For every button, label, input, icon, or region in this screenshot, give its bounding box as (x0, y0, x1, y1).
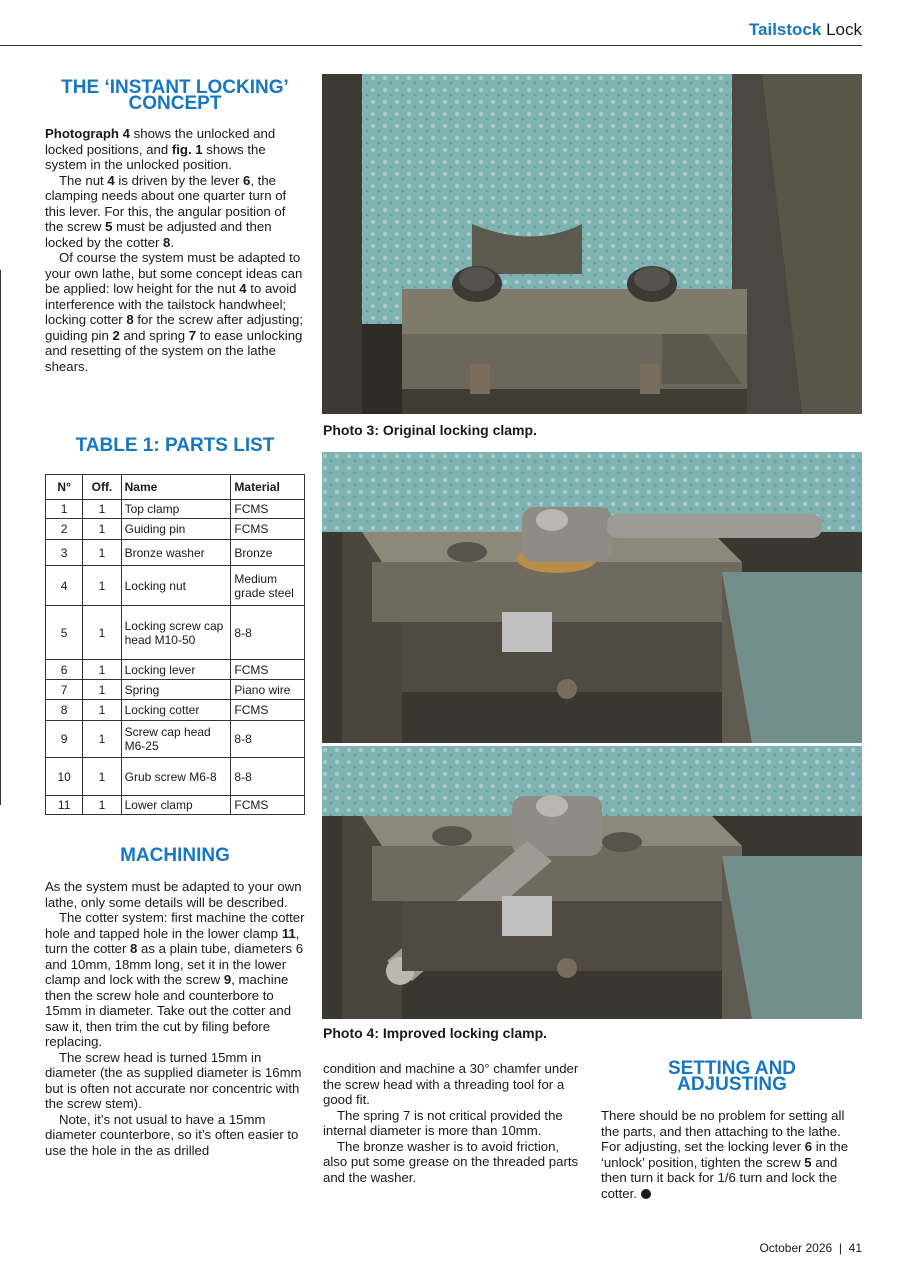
table-row: 1 1 Top clamp FCMS (46, 500, 305, 519)
table-row: 4 1 Locking nut Medium grade steel (46, 566, 305, 606)
table-row: 6 1 Locking lever FCMS (46, 660, 305, 680)
table-row: 2 1 Guiding pin FCMS (46, 519, 305, 540)
margin-rule (0, 270, 1, 805)
header-rule (0, 45, 862, 46)
middle-paragraph-2: The spring 7 is not critical provided the internal diameter is more than 10mm. (323, 1107, 563, 1138)
table-row: 5 1 Locking screw cap head M10-50 8-8 (46, 606, 305, 660)
table-title: TABLE 1: PARTS LIST (75, 435, 275, 456)
machining-paragraph-4: Note, it’s not usual to have a 15mm diameter counterbore, so it’s often easier to use the hole in the as drilled (45, 1111, 299, 1158)
setting-column (601, 1058, 863, 1201)
header-bold: Tailstock (748, 20, 822, 39)
col-header-no: N° (46, 475, 83, 500)
machining-paragraph-3: The screw head is turned 15mm in diameter (the as supplied diameter is 16mm but is often not accurate nor concentric with the screw stem). (45, 1049, 302, 1111)
table-row: 11 1 Lower clamp FCMS (46, 796, 305, 815)
col-header-off: Off. (83, 475, 121, 500)
middle-paragraph-1: condition and machine a 30° chamfer under the screw head with a threading tool for a good fit. (323, 1061, 579, 1107)
setting-paragraph-1: There should be no problem for setting all the parts, and then attaching to the lathe. For adjusting, set the locking lever 6 in the ‘unlock’ position, tighten the screw 5 and then turn it back for 1/6 turn and lock the cotter. (601, 1108, 849, 1201)
table-row: 9 1 Screw cap head M6-25 8-8 (46, 721, 305, 758)
table-row: 7 1 Spring Piano wire (46, 680, 305, 700)
photo-original-clamp (322, 74, 862, 414)
middle-column-text (323, 1061, 581, 1185)
photo-improved-clamp-locked (322, 746, 862, 1019)
machining-column (45, 845, 305, 1158)
concept-paragraph-2: The nut 4 is driven by the lever 6, the clamping needs about one quarter turn of this lever. For this, the angular position of the screw 5 must be adjusted and then locked by the cotter 8. (45, 172, 287, 250)
col-header-material: Material (231, 475, 305, 500)
page-number: 41 (848, 1241, 862, 1255)
footer-date: October 2026 (759, 1241, 833, 1255)
table-header-row (46, 475, 305, 500)
concept-paragraph-1: Photograph 4 shows the unlocked and locked positions, and fig. 1 shows the system in the unlocked position. (45, 126, 276, 172)
running-header (749, 20, 862, 40)
left-column (45, 77, 305, 374)
table-row: 10 1 Grub screw M6-8 8-8 (46, 758, 305, 796)
end-mark-icon (641, 1189, 651, 1199)
table-row: 3 1 Bronze washer Bronze (46, 540, 305, 566)
machining-paragraph-2: The cotter system: first machine the cotter hole and tapped hole in the lower clamp 11, turn the cotter 8 as a plain tube, diameters 6 and 10mm, 18mm long, set it in the lower clamp and lock with the screw 9, machine then the screw hole and counterbore to 15mm in diameter. Take out the cotter and saw it, then trim the cut by filing before replacing. (45, 910, 305, 1049)
page-footer: October 2026 | 41 (759, 1241, 862, 1255)
middle-paragraph-3: The bronze washer is to avoid friction, also put some grease on the threaded parts and the washer. (323, 1138, 579, 1185)
caption-photo4: Photo 4: Improved locking clamp. (323, 1025, 548, 1041)
caption-photo3: Photo 3: Original locking clamp. (323, 422, 537, 438)
table-row: 8 1 Locking cotter FCMS (46, 700, 305, 721)
concept-paragraph-3: Of course the system must be adapted to your own lathe, but some concept ideas can be applied: low height for the nut 4 to avoid interference with the tailstock handwheel; locking cotter 8 for the screw after adjusting; guiding pin 2 and spring 7 to ease unlocking and resetting of the system on the lathe shears. (45, 250, 304, 374)
parts-table (45, 474, 305, 815)
section-title-concept: THE ‘INSTANT LOCKING’ CONCEPT (61, 77, 289, 114)
section-title-machining: MACHINING (120, 845, 230, 866)
photo-improved-clamp-unlocked (322, 452, 862, 743)
col-header-name: Name (121, 475, 231, 500)
machining-paragraph-1: As the system must be adapted to your own lathe, only some details will be described. (45, 879, 302, 910)
section-title-setting: SETTING AND ADJUSTING (667, 1058, 797, 1095)
header-rest: Lock (826, 20, 862, 39)
